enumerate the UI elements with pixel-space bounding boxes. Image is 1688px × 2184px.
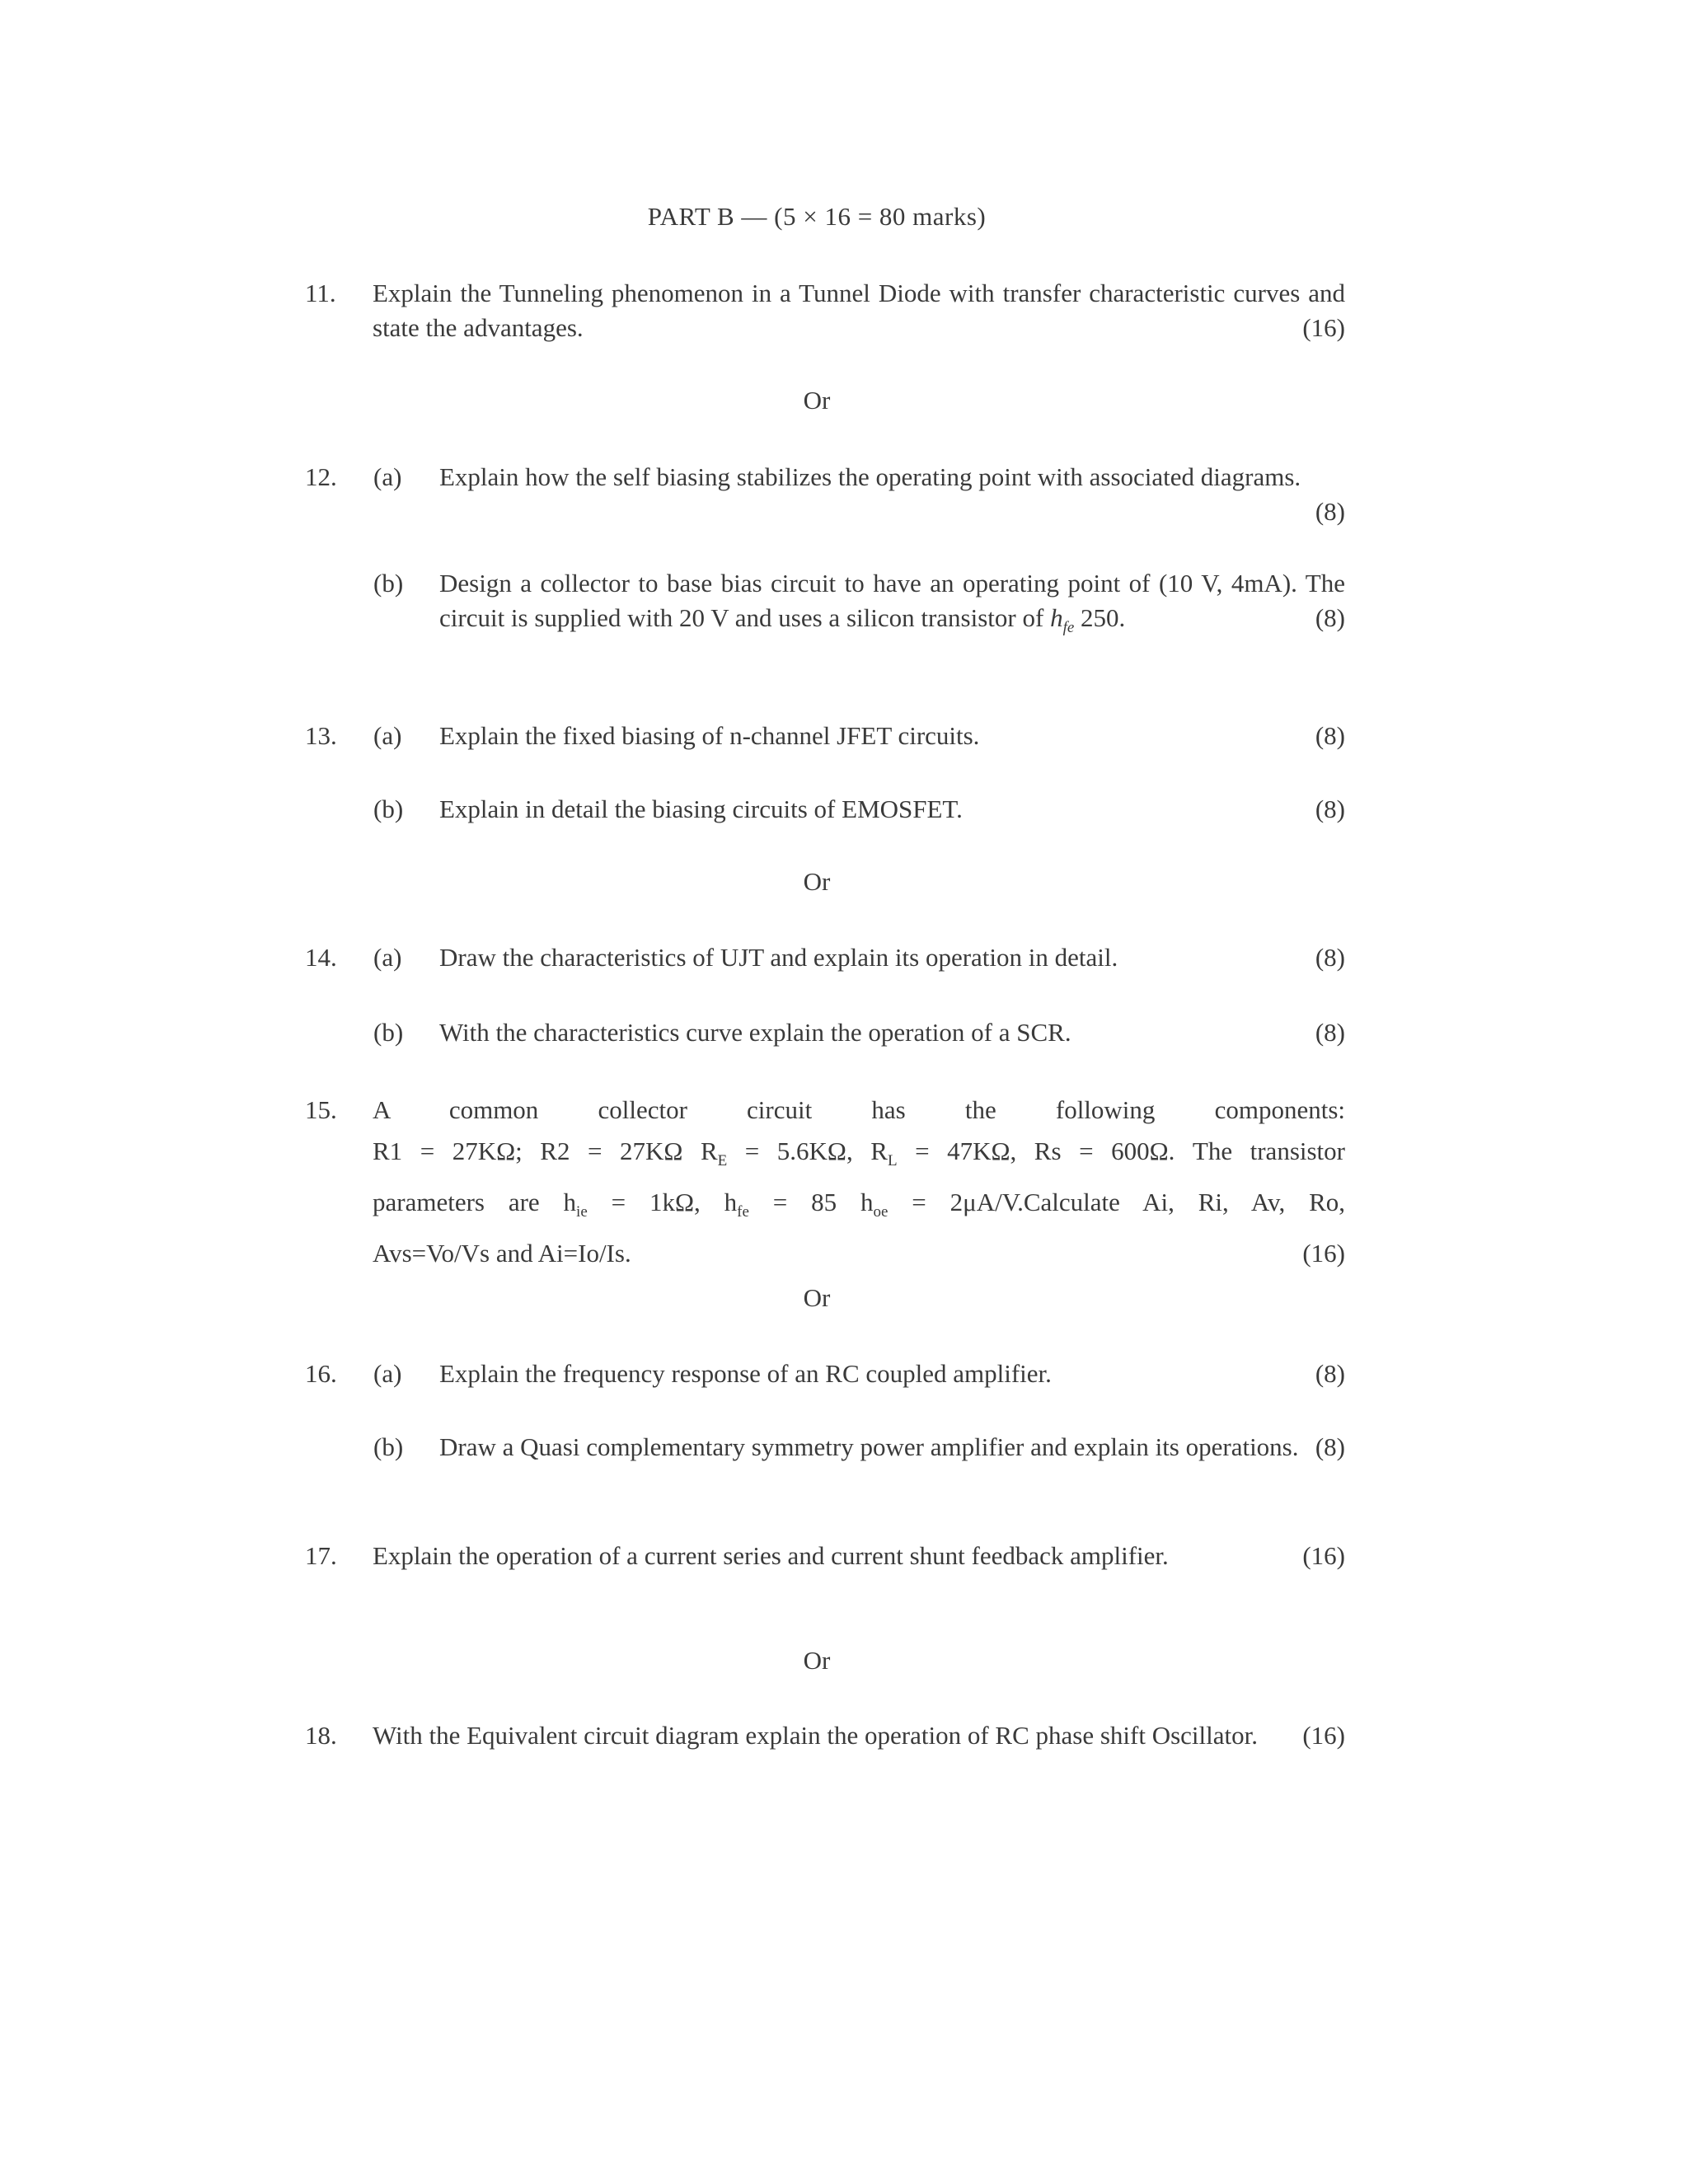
question-16a (305, 1357, 1345, 1391)
question-number: 17. (305, 1541, 337, 1570)
marks: (8) (1315, 497, 1345, 526)
marks: (16) (1302, 1239, 1345, 1268)
question-number: 18. (305, 1721, 337, 1750)
question-text: A common collector circuit has the following components: R1 = 27KΩ; R2 = 27KΩ $R_E = 5.6K\Omega$, $R_L = 47K\Omega$, Rs = 600Ω. The transistor parameters are $h_{ie} = 1k\Omega$, $h_{fe} = 85$ $h_{oe}$ = 2μA/V.Calculate Ai, Ri, Av, Ro, Avs=Vo/Vs and Ai=Io/Is. (16) (373, 1090, 1345, 1274)
question-number: 12. (305, 462, 337, 491)
sub-label: (a) (373, 943, 402, 972)
question-text: With the Equivalent circuit diagram explain the operation of RC phase shift Oscillator. (16) (373, 1718, 1345, 1753)
sub-label: (a) (373, 1359, 402, 1388)
question-text: Explain the Tunneling phenomenon in a Tunnel Diode with transfer characteristic curves and state the advantages. (16) (373, 276, 1345, 345)
question-14a (305, 940, 1345, 975)
question-number: 11. (305, 279, 336, 307)
question-text: Explain the operation of a current series and current shunt feedback amplifier. (16) (373, 1539, 1345, 1573)
question-15 (305, 1090, 1345, 1274)
marks: (8) (1315, 1359, 1345, 1388)
question-12a (305, 460, 1345, 529)
marks: (8) (1315, 721, 1345, 750)
sub-label: (b) (373, 1018, 404, 1047)
question-13b (305, 792, 1345, 827)
or-divider: Or (803, 867, 831, 896)
question-11 (305, 276, 1345, 345)
question-12b (305, 566, 1345, 645)
marks: (8) (1315, 1432, 1345, 1461)
marks: (8) (1315, 1018, 1345, 1047)
part-heading: PART B — (5 × 16 = 80 marks) (647, 202, 987, 231)
marks: (8) (1315, 943, 1345, 972)
question-number: 14. (305, 943, 337, 972)
question-text: With the characteristics curve explain the operation of a SCR. (8) (439, 1015, 1345, 1050)
question-text: Explain in detail the biasing circuits of EMOSFET. (8) (439, 792, 1345, 827)
sub-label: (a) (373, 721, 402, 750)
question-number: 15. (305, 1095, 337, 1124)
question-number: 16. (305, 1359, 337, 1388)
marks: (8) (1315, 603, 1345, 632)
question-13a (305, 719, 1345, 753)
or-divider: Or (803, 386, 831, 415)
question-text: Draw the characteristics of UJT and explain its operation in detail. (8) (439, 940, 1345, 975)
question-text: Draw a Quasi complementary symmetry power amplifier and explain its operations. (8) (439, 1430, 1345, 1465)
marks: (16) (1302, 1721, 1345, 1750)
or-divider: Or (803, 1646, 831, 1675)
sub-label: (b) (373, 794, 404, 823)
question-text: Explain the frequency response of an RC coupled amplifier. (8) (439, 1357, 1345, 1391)
question-number: 13. (305, 721, 337, 750)
question-16b (305, 1430, 1345, 1465)
or-divider: Or (803, 1283, 831, 1312)
question-17 (305, 1539, 1345, 1573)
question-text: Design a collector to base bias circuit to have an operating point of (10 V, 4mA). The circuit is supplied with 20 V and uses a silicon transistor of $h_{fe}$ 250. (8) (439, 569, 1345, 637)
marks: (16) (1302, 313, 1345, 342)
sub-label: (b) (373, 1432, 404, 1461)
question-14b (305, 1015, 1345, 1050)
sub-label: (b) (373, 569, 404, 598)
sub-label: (a) (373, 462, 402, 491)
marks: (16) (1302, 1541, 1345, 1570)
question-text: Explain how the self biasing stabilizes the operating point with associated diagrams. (8) (439, 460, 1345, 529)
marks: (8) (1315, 794, 1345, 823)
question-18 (305, 1718, 1345, 1753)
question-text: Explain the fixed biasing of n-channel JFET circuits. (8) (439, 719, 1345, 753)
